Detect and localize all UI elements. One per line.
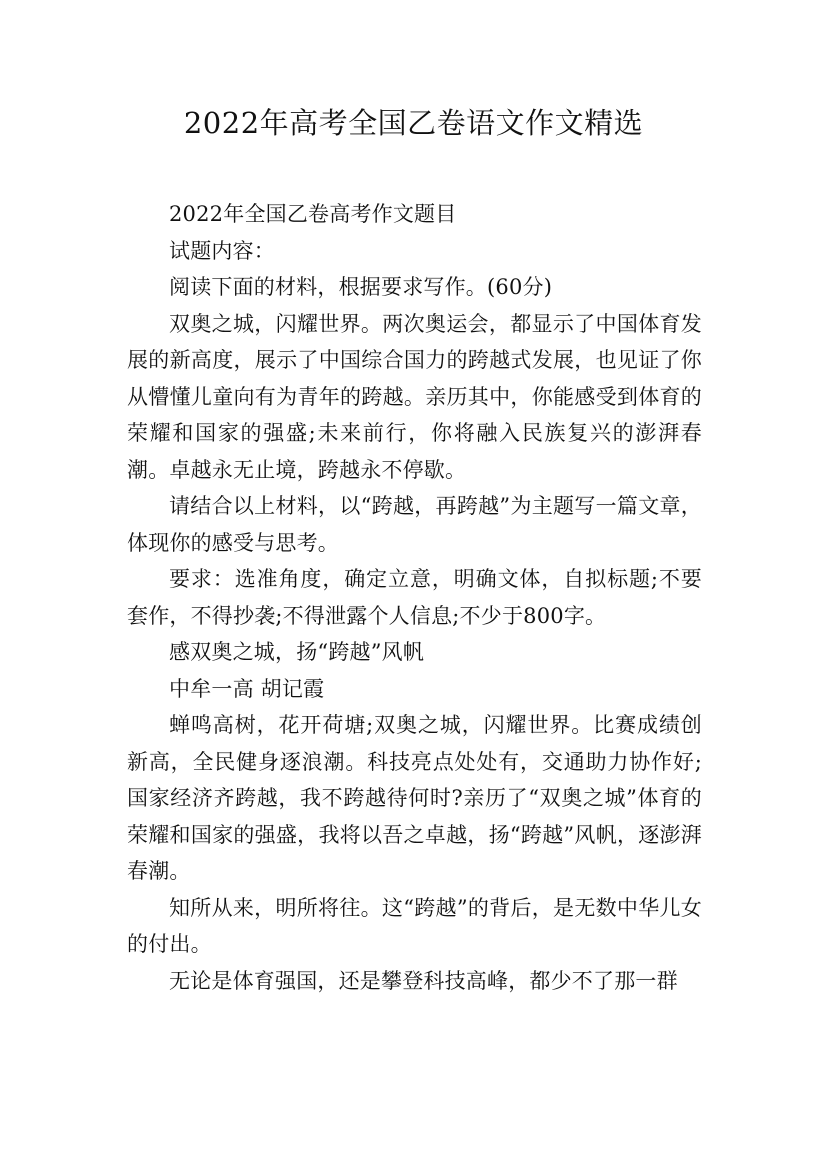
essay-paragraph: 蝉鸣高树，花开荷塘;双奥之城，闪耀世界。比赛成绩创新高，全民健身逐浪潮。科技亮点处处有，交通助力协作好;国家经济齐跨越，我不跨越待何时?亲历了“双奥之城”体育的荣耀和国家的强盛，我将以吾之卓越，扬“跨越”风帆，逐澎湃春潮。 — [127, 713, 702, 883]
essay-paragraph: 无论是体育强国，还是攀登科技高峰，都少不了那一群 — [169, 968, 678, 993]
essay-paragraph: 知所从来，明所将往。这“跨越”的背后，是无数中华儿女的付出。 — [127, 895, 702, 956]
question-label: 试题内容： — [169, 238, 275, 263]
requirements-paragraph: 要求：选准角度，确定立意，明确文体，自拟标题;不要套作，不得抄袭;不得泄露个人信息;不少于800字。 — [127, 567, 702, 628]
instruction-paragraph: 阅读下面的材料，根据要求写作。(60分) — [169, 275, 553, 299]
material-paragraph: 双奥之城，闪耀世界。两次奥运会，都显示了中国体育发展的新高度，展示了中国综合国力的跨越式发展，也见证了你从懵懂儿童向有为青年的跨越。亲历其中，你能感受到体育的荣耀和国家的强盛;未来前行，你将融入民族复兴的澎湃春潮。卓越永无止境，跨越永不停歇。 — [127, 311, 702, 482]
essay-title: 感双奥之城，扬“跨越”风帆 — [169, 640, 425, 664]
exam-heading: 2022年全国乙卷高考作文题目 — [169, 202, 457, 226]
document-body — [127, 196, 702, 999]
task-paragraph: 请结合以上材料，以“跨越，再跨越”为主题写一篇文章，体现你的感受与思考。 — [127, 494, 702, 555]
document-title: 2022年高考全国乙卷语文作文精选 — [183, 106, 644, 140]
essay-author: 中牟一高 胡记霞 — [169, 676, 325, 701]
